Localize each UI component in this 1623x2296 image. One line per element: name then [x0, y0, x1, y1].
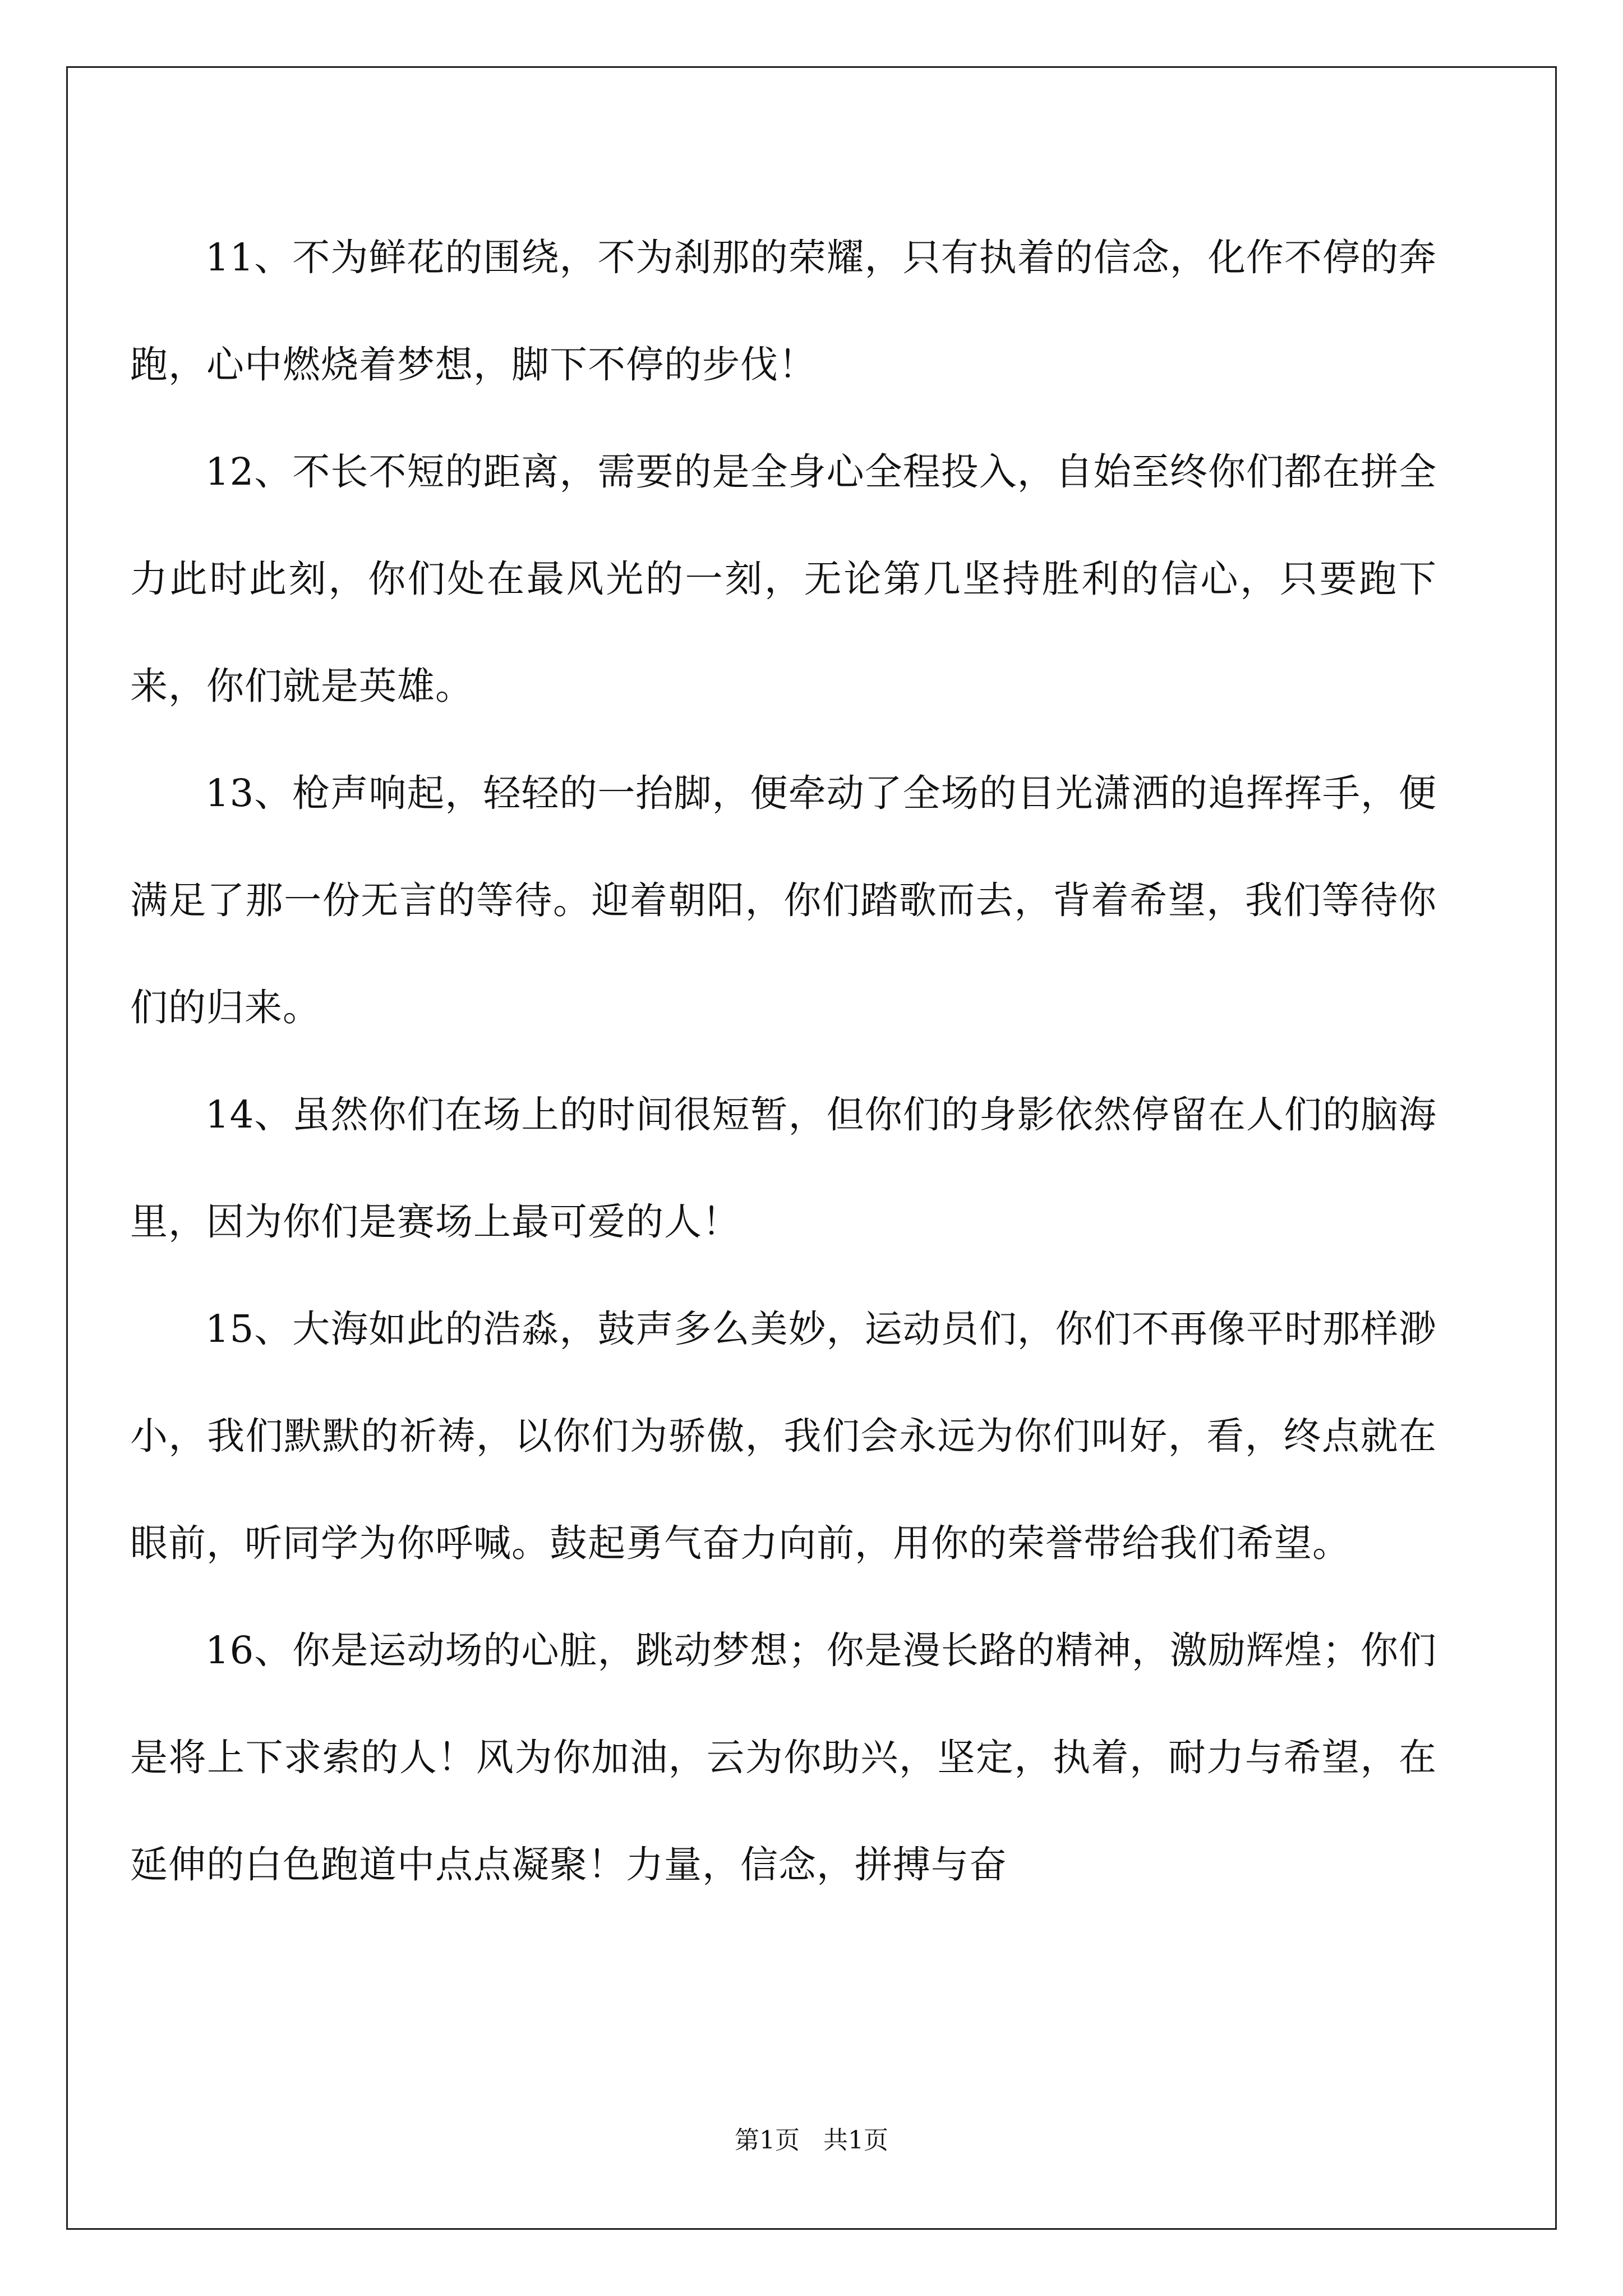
document-body [130, 204, 1437, 1918]
paragraph-13: 13、枪声响起，轻轻的一抬脚，便牵动了全场的目光潇洒的追挥挥手，便满足了那一份无言的等待。迎着朝阳，你们踏歌而去，背着希望，我们等待你们的归来。 [130, 771, 1437, 1029]
page-footer: 第1页 共1页 [735, 2126, 888, 2155]
paragraph-15: 15、大海如此的浩淼，鼓声多么美妙，运动员们，你们不再像平时那样渺小，我们默默的祈祷，以你们为骄傲，我们会永远为你们叫好，看，终点就在眼前，听同学为你呼喊。鼓起勇气奋力向前，用你的荣誉带给我们希望。 [130, 1307, 1437, 1565]
paragraph-11: 11、不为鲜花的围绕，不为刹那的荣耀，只有执着的信念，化作不停的奔跑，心中燃烧着梦想，脚下不停的步伐！ [130, 236, 1437, 386]
paragraph-16: 16、你是运动场的心脏，跳动梦想；你是漫长路的精神，激励辉煌；你们是将上下求索的人！风为你加油，云为你助兴，坚定，执着，耐力与希望，在延伸的白色跑道中点点凝聚！力量，信念，拼搏与奋 [130, 1628, 1437, 1887]
paragraph-12: 12、不长不短的距离，需要的是全身心全程投入，自始至终你们都在拼全力此时此刻，你们处在最风光的一刻，无论第几坚持胜利的信心，只要跑下来，你们就是英雄。 [130, 450, 1437, 708]
paragraph-14: 14、虽然你们在场上的时间很短暂，但你们的身影依然停留在人们的脑海里，因为你们是赛场上最可爱的人！ [130, 1093, 1437, 1244]
